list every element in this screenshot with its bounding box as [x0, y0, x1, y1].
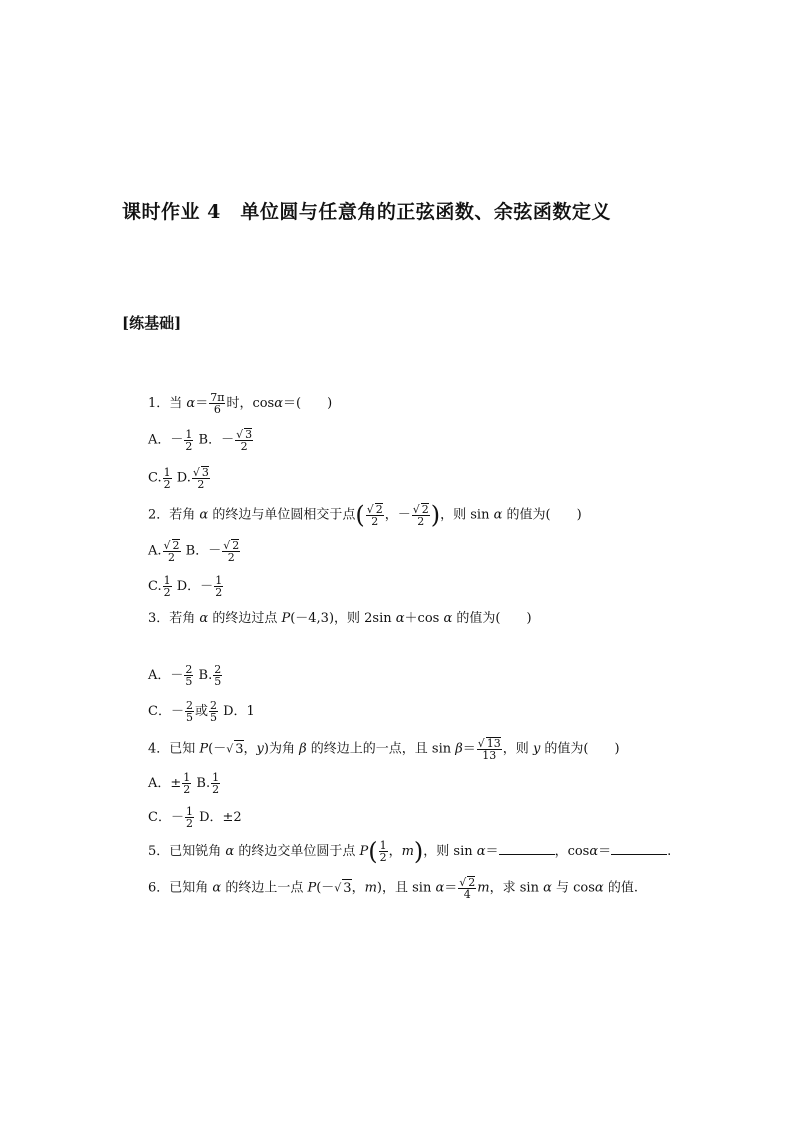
page-title: 课时作业 4 单位圆与任意角的正弦函数、余弦函数定义: [122, 201, 611, 223]
fraction: $\frac{7\pi}{6}$: [210, 391, 225, 416]
question-3: 3．若角 α 的终边过点 P(－4,3)，则 2sin α＋cos α 的值为( ): [148, 611, 532, 626]
question-4-options-cd: C．－ $\frac{1}{2}$ D．±2: [148, 805, 242, 830]
question-6: 6．已知角 α 的终边上一点 P(－√ 3，m)，且 sin α＝ $\frac{√ 2}{4}$ m，求 sin α 与 cosα 的值.: [148, 876, 638, 901]
question-1-options-cd: C. $\frac{1}{2}$ D. $\frac{√ 3}{2}$: [148, 465, 209, 491]
question-5: 5．已知锐角 α 的终边交单位圆于点 P( $\frac{1}{2}$ ，m)，则 sin α＝ ，cosα＝ .: [148, 837, 672, 866]
section-heading: [练基础]: [122, 314, 182, 332]
question-4: 4．已知 P(－√ 3，y)为角 β 的终边上的一点，且 sin β＝ $\frac{√ 13}{13}$ ，则 y 的值为( ): [148, 737, 620, 762]
question-2-options-ab: A. $\frac{√ 2}{2}$ B．－ $\frac{√ 2}{2}$: [148, 539, 240, 564]
question-4-options-ab: A．± $\frac{1}{2}$ B. $\frac{1}{2}$: [148, 771, 220, 796]
question-2: 2．若角 α 的终边与单位圆相交于点( $\frac{√ 2}{2}$ ，－ $\frac{√ 2}{2}$ )，则 sin α 的值为( ): [148, 501, 582, 529]
question-2-options-cd: C. $\frac{1}{2}$ D．－ $\frac{1}{2}$: [148, 574, 223, 599]
question-1: 1．当 α＝ $\frac{7\pi}{6}$ 时，cosα＝( ): [148, 391, 333, 416]
answer-blank-cos: [611, 842, 667, 855]
question-3-options-ab: A．－ $\frac{2}{5}$ B. $\frac{2}{5}$: [148, 663, 222, 688]
question-3-options-cd: C．－ $\frac{2}{5}$ 或 $\frac{2}{5}$ D．1: [148, 699, 255, 724]
answer-blank-sin: [499, 842, 555, 855]
question-1-options-ab: A．－ $\frac{1}{2}$ B．－ $\frac{√ 3}{2}$: [148, 427, 253, 453]
